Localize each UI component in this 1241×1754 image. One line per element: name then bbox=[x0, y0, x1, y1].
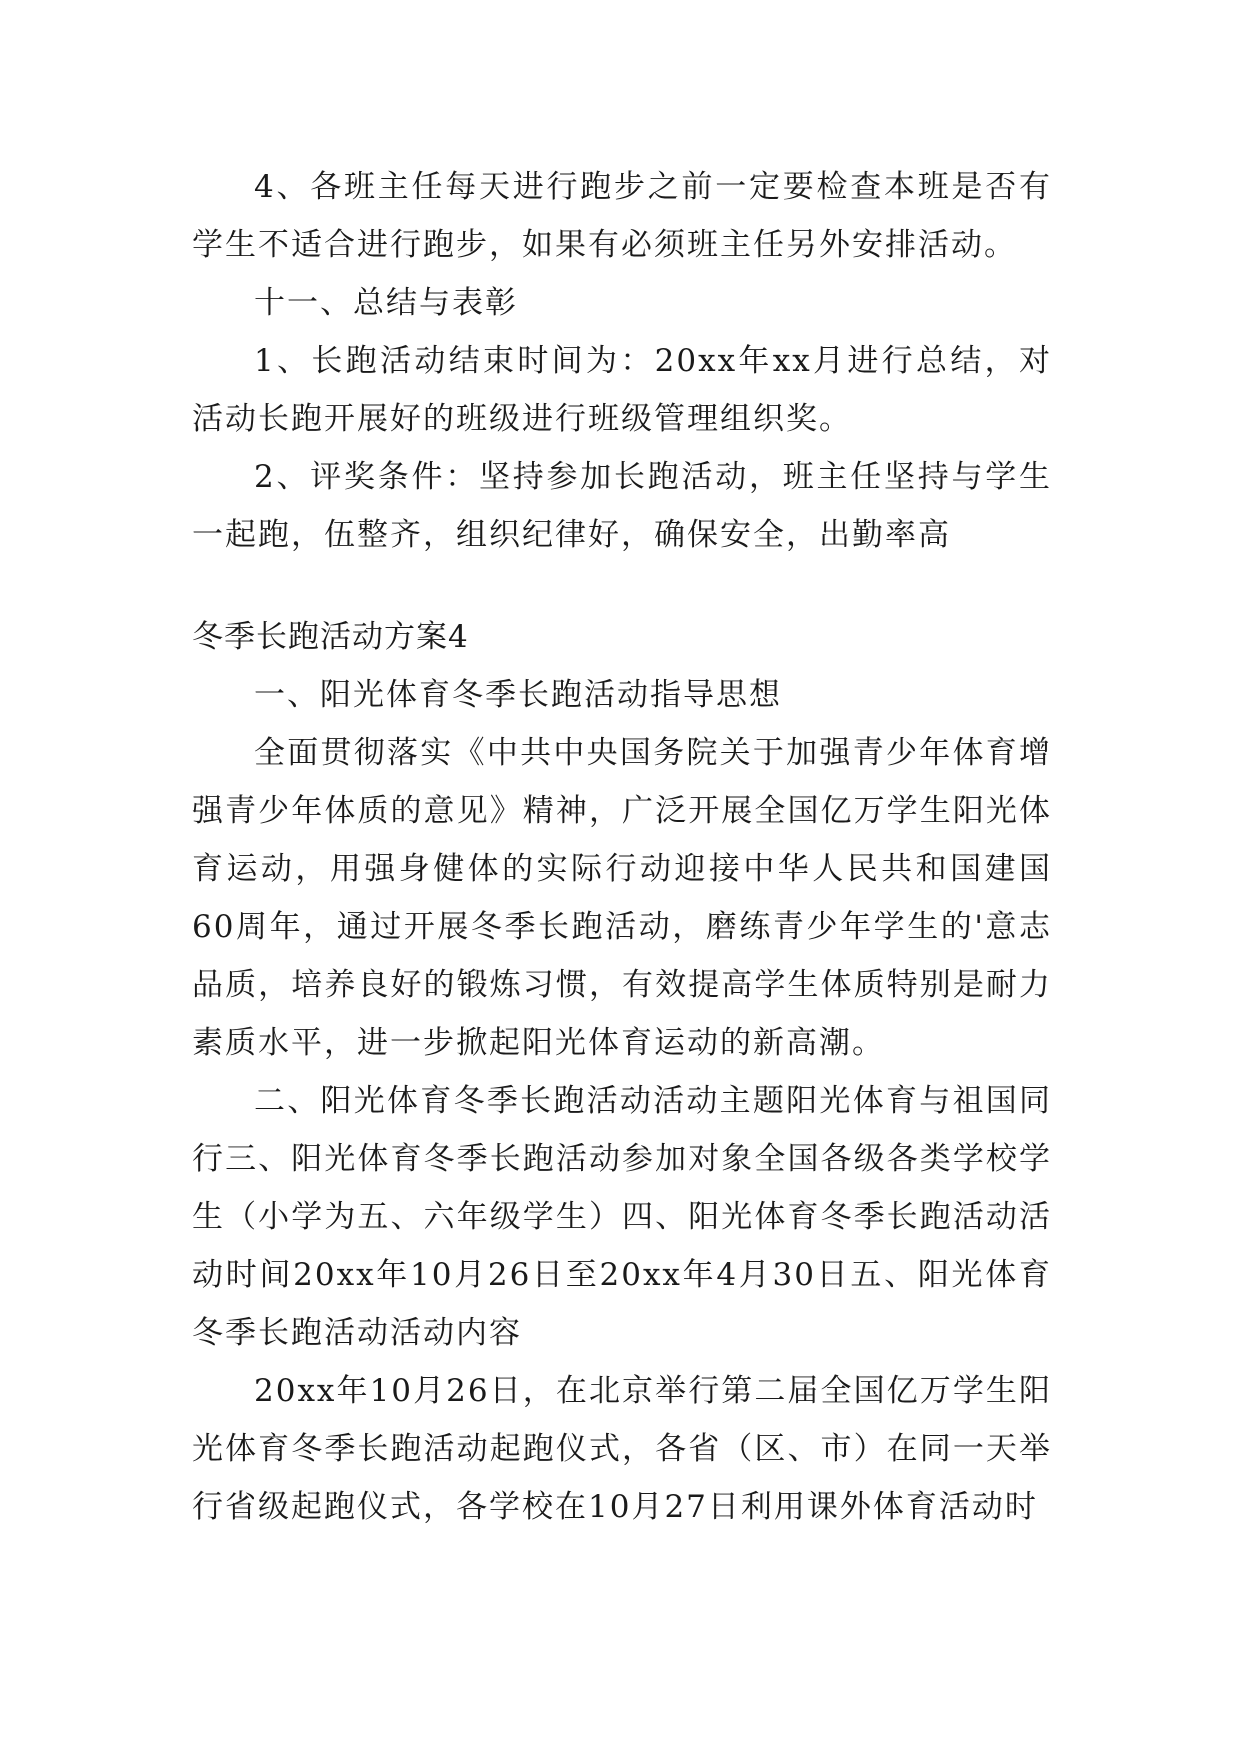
paragraph-opening-ceremony: 20xx年10月26日，在北京举行第二届全国亿万学生阳光体育冬季长跑活动起跑仪式，各省（区、市）在同一天举行省级起跑仪式，各学校在10月27日利用课外体育活动时 bbox=[192, 1373, 1052, 1525]
paragraph-item-4: 4、各班主任每天进行跑步之前一定要检查本班是否有学生不适合进行跑步，如果有必须班主任另外安排活动。 bbox=[192, 169, 1052, 263]
paragraph-ideology: 全面贯彻落实《中共中央国务院关于加强青少年体育增强青少年体质的意见》精神，广泛开展全国亿万学生阳光体育运动，用强身健体的实际行动迎接中华人民共和国建国60周年，通过开展冬季长跑活动，磨练青少年学生的'意志品质，培养良好的锻炼习惯，有效提高学生体质特别是耐力素质水平，进一步掀起阳光体育运动的新高潮。 bbox=[192, 735, 1052, 1061]
paragraph-item-2: 2、评奖条件：坚持参加长跑活动，班主任坚持与学生一起跑，伍整齐，组织纪律好，确保安全，出勤率高 bbox=[192, 459, 1052, 553]
paragraph-item-1: 1、长跑活动结束时间为：20xx年xx月进行总结，对活动长跑开展好的班级进行班级管理组织奖。 bbox=[192, 343, 1052, 437]
paragraph-theme-participants-time: 二、阳光体育冬季长跑活动活动主题阳光体育与祖国同行三、阳光体育冬季长跑活动参加对象全国各级各类学校学生（小学为五、六年级学生）四、阳光体育冬季长跑活动活动时间20xx年10月26日至20xx年4月30日五、阳光体育冬季长跑活动活动内容 bbox=[192, 1083, 1052, 1351]
section-title: 冬季长跑活动方案4 bbox=[192, 619, 469, 655]
heading-summary-awards: 十一、总结与表彰 bbox=[254, 285, 518, 321]
document-body bbox=[192, 158, 1052, 1536]
heading-guiding-ideology: 一、阳光体育冬季长跑活动指导思想 bbox=[254, 677, 782, 713]
